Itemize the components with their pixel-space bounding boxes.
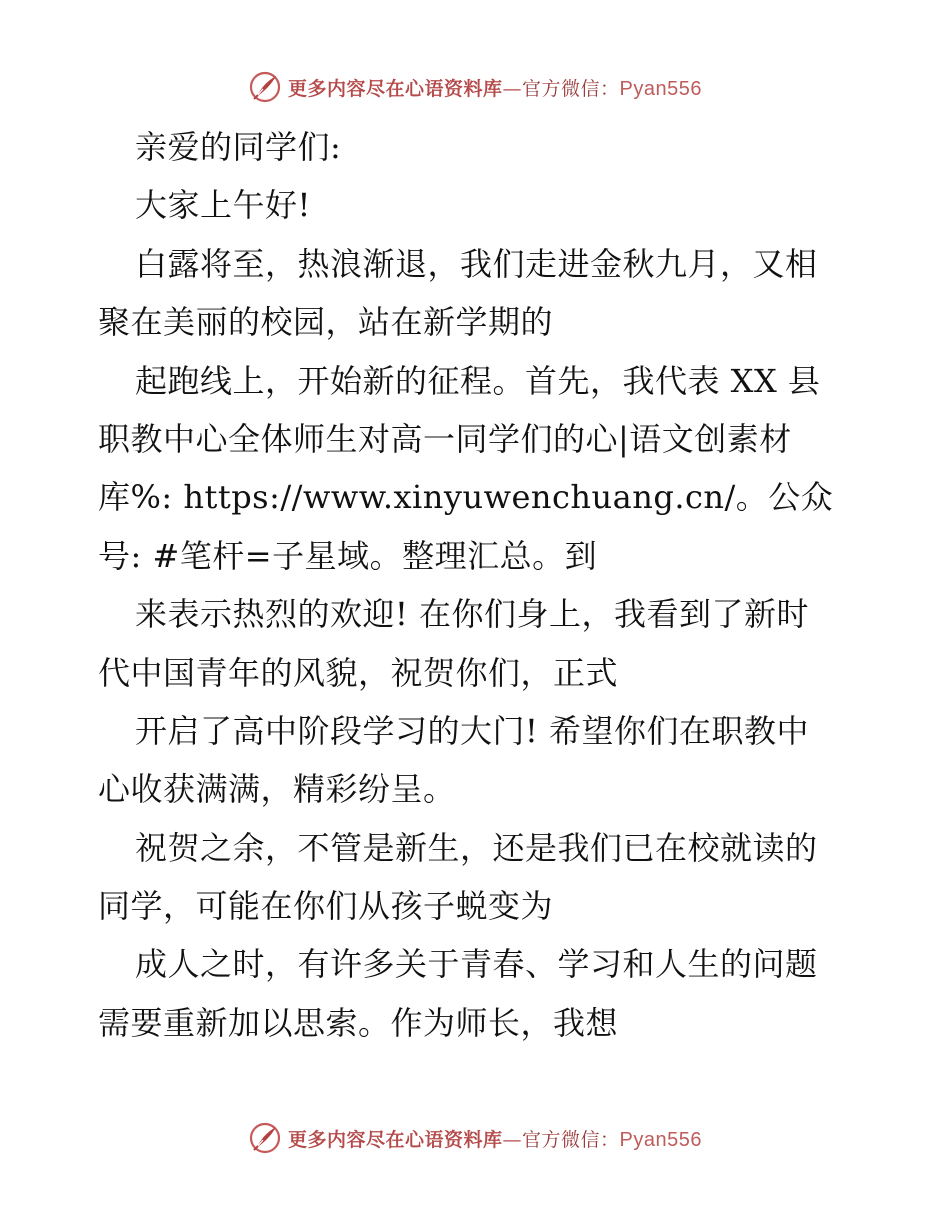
text-line: 来表示热烈的欢迎! 在你们身上，我看到了新时 — [135, 595, 810, 634]
header-banner — [0, 70, 950, 104]
banner-dash: — — [502, 1128, 523, 1151]
banner-dash: — — [502, 77, 523, 100]
text-line: 心收获满满，精彩纷呈。 — [98, 770, 456, 809]
text-line: 白露将至，热浪渐退，我们走进金秋九月，又相 — [135, 244, 818, 283]
banner-text — [288, 1125, 702, 1152]
text-line: 同学，可能在你们从孩子蜕变为 — [98, 887, 554, 926]
banner-text — [288, 74, 702, 101]
banner-library-name: 更多内容尽在心语资料库 — [288, 1128, 503, 1151]
text-line: 大家上午好! — [135, 186, 311, 225]
banner-wechat-label: 官方微信： — [522, 1128, 620, 1151]
banner-wechat-id: Pyan556 — [619, 1128, 702, 1151]
text-line: 号: #笔杆=子星域。整理汇总。到 — [98, 536, 598, 575]
text-line: 开启了高中阶段学习的大门! 希望你们在职教中 — [135, 711, 810, 750]
banner-library-name: 更多内容尽在心语资料库 — [288, 77, 503, 100]
banner-wechat-label: 官方微信： — [522, 77, 620, 100]
banner-wechat-id: Pyan556 — [619, 77, 702, 100]
feather-pen-logo-icon — [248, 1121, 282, 1155]
text-line: 职教中心全体师生对高一同学们的心|语文创素材 — [98, 419, 792, 458]
footer-banner — [0, 1121, 950, 1155]
text-line: 祝贺之余，不管是新生，还是我们已在校就读的 — [135, 828, 818, 867]
text-line: 起跑线上，开始新的征程。首先，我代表 XX 县 — [135, 361, 821, 400]
document-body — [98, 118, 858, 1052]
text-line: 需要重新加以思索。作为师长，我想 — [98, 1003, 619, 1042]
feather-pen-logo-icon — [248, 70, 282, 104]
text-line: 亲爱的同学们: — [135, 128, 342, 166]
text-line: 代中国青年的风貌，祝贺你们，正式 — [98, 653, 619, 692]
text-line: 成人之时，有许多关于青春、学习和人生的问题 — [135, 945, 818, 984]
text-line: 聚在美丽的校园，站在新学期的 — [98, 303, 554, 342]
text-line: 库%: https://www.xinyuwenchuang.cn/。公众 — [98, 478, 834, 517]
